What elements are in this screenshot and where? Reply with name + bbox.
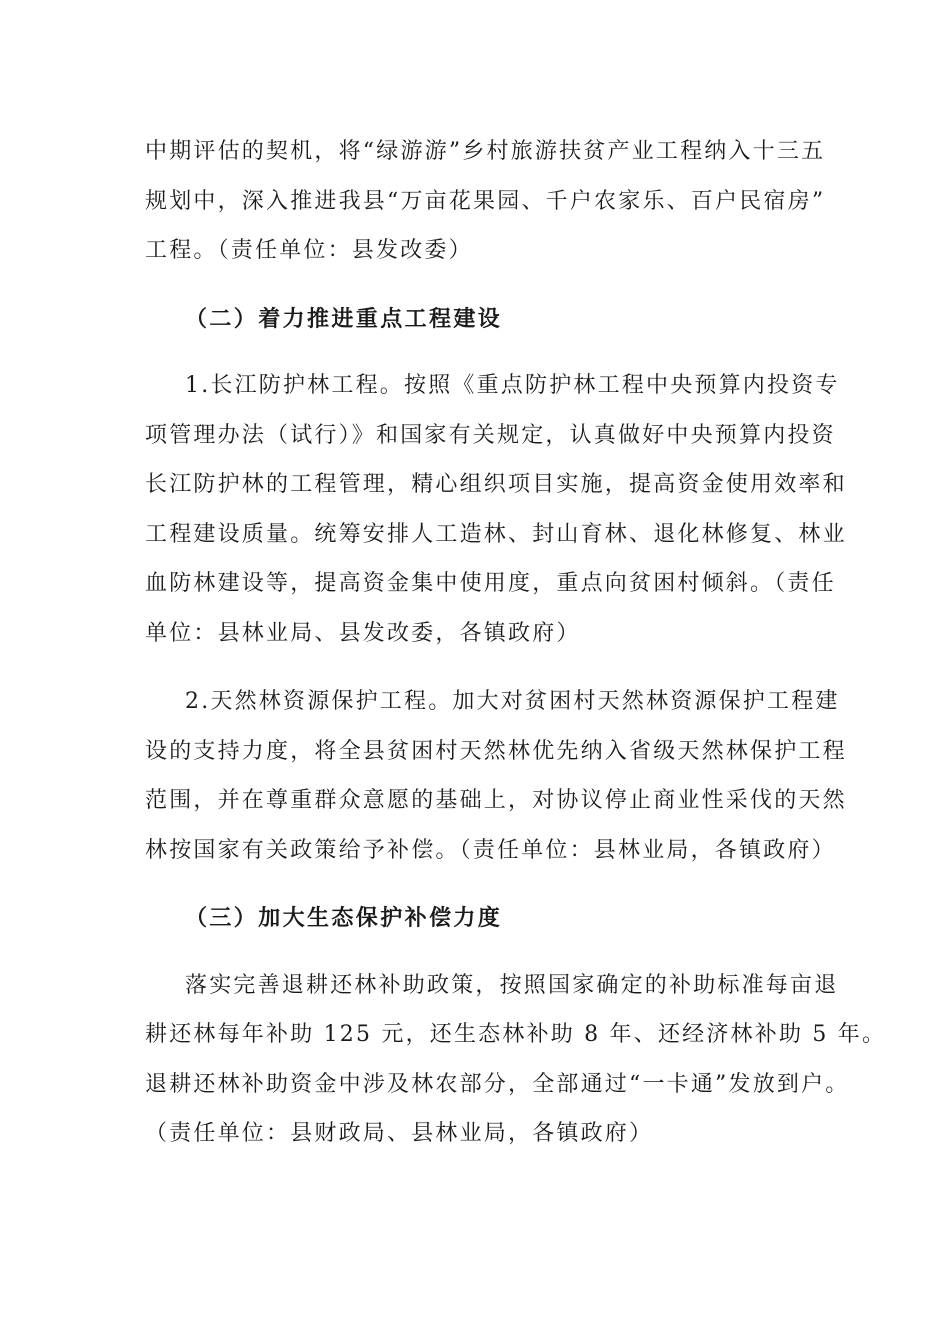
paragraph-line: 项管理办法（试行）》和国家有关规定，认真做好中央预算内投资 [145,423,836,448]
paragraph-line: 耕还林每年补助 125 元，还生态林补助 8 年、还经济林补助 5 年。 [145,1022,887,1047]
paragraph-line: 中期评估的契机，将“绿游游”乡村旅游扶贫产业工程纳入十三五 [145,139,826,164]
paragraph-line: （责任单位：县财政局、县林业局，各镇政府） [145,1121,654,1146]
paragraph-line: 设的支持力度，将全县贫困村天然林优先纳入省级天然林保护工程 [145,739,847,764]
paragraph-line: 长江防护林的工程管理，精心组织项目实施，提高资金使用效率和 [145,472,847,497]
paragraph-line: 规划中，深入推进我县“万亩花果园、千户农家乐、百户民宿房” [145,189,826,214]
paragraph-line: 2.天然林资源保护工程。加大对贫困村天然林资源保护工程建 [185,689,840,714]
paragraph-line: 林按国家有关政策给予补偿。（责任单位：县林业局，各镇政府） [145,838,836,863]
section-heading: （二）着力推进重点工程建设 [185,306,503,332]
paragraph-line: 退耕还林补助资金中涉及林农部分，全部通过“一卡通”发放到户。 [145,1072,850,1097]
paragraph-line: 落实完善退耕还林补助政策，按照国家确定的补助标准每亩退 [185,973,839,998]
paragraph-line: 工程建设质量。统筹安排人工造林、封山育林、退化林修复、林业 [145,522,847,547]
section-heading: （三）加大生态保护补偿力度 [185,905,503,931]
paragraph-line: 1.长江防护林工程。按照《重点防护林工程中央预算内投资专 [185,373,840,398]
paragraph-line: 范围，并在尊重群众意愿的基础上，对协议停止商业性采伐的天然 [145,788,847,813]
paragraph-line: 单位：县林业局、县发改委，各镇政府） [145,621,581,646]
paragraph-line: 工程。（责任单位：县发改委） [145,238,473,263]
paragraph-line: 血防林建设等，提高资金集中使用度，重点向贫困村倾斜。（责任 [145,571,836,596]
